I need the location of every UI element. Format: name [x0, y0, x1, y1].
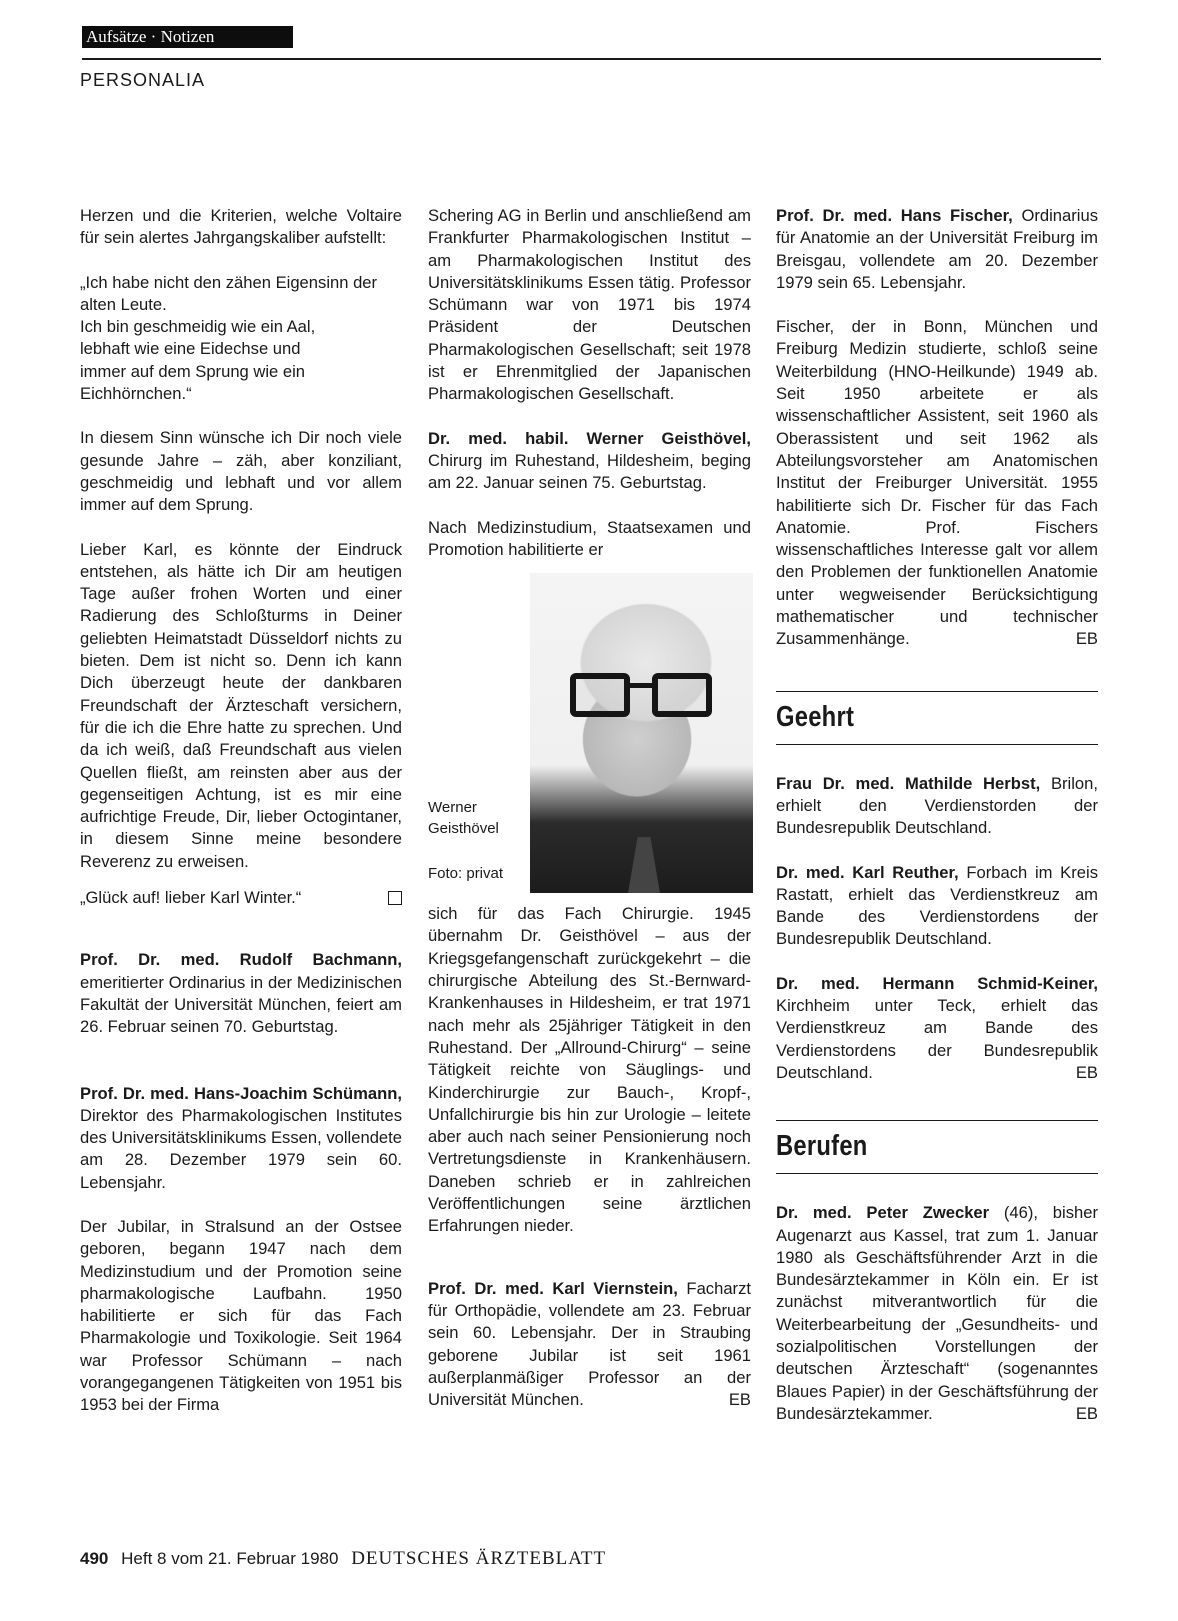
notice-bachmann	[80, 949, 402, 1038]
notice-viernstein	[428, 1278, 751, 1412]
page-number: 490	[80, 1549, 109, 1568]
heading-geehrt	[776, 691, 1098, 745]
paragraph: Der Jubilar, in Stralsund an der Ostsee geboren, begann 1947 nach dem Medizinstudium und der Promotion seine pharmakologische Laufbahn. 1950 habilitierte er sich für das Fach Pharmakologie und Toxikologie. Seit 1964 war Professor Schümann – nach vorangegangenen Tätigkeiten von 1951 bis 1953 bei der Firma	[80, 1216, 402, 1415]
author-initials: EB	[1075, 1062, 1098, 1082]
notice-text: (46), bisher Augenarzt aus Kassel, trat zum 1. Januar 1980 als Geschäftsführender Arzt in die Bundesärztekammer in Köln ein. Er ist zunächst mitverantwortlich für die Weiterbearbeitung der „Gesundheits- und sozialpolitischen Vorstellungen der deutschen Ärzteschaft“ (sogenanntes Blaues Papier) in der Geschäftsführung der Bundesärztekammer.	[776, 1203, 1098, 1423]
person-name: Prof. Dr. med. Karl Viernstein,	[428, 1278, 678, 1298]
notice-geisthoevel	[428, 428, 751, 495]
poem	[80, 272, 402, 406]
person-name: Prof. Dr. med. Hans-Joachim Schümann,	[80, 1083, 402, 1103]
notice-text: Direktor des Pharmakologischen Institutes des Universitätsklinikums Essen, vollendete am 28. Dezember 1979 sein 60. Lebensjahr.	[80, 1105, 402, 1192]
section-title: PERSONALIA	[80, 70, 206, 90]
person-name: Prof. Dr. med. Rudolf Bachmann,	[80, 950, 402, 970]
notice-text: Ordinarius für Anatomie an der Universität Freiburg im Breisgau, vollendete am 20. Dezember 1979 sein 65. Lebensjahr.	[776, 206, 1099, 292]
closing-text: „Glück auf! lieber Karl Winter.“	[80, 888, 302, 908]
notice-schmid-keiner	[776, 973, 1098, 1084]
journal-name: DEUTSCHES ÄRZTEBLATT	[351, 1548, 607, 1569]
section-heading: Geehrt	[776, 700, 855, 733]
closing-line	[80, 887, 402, 909]
caption-line: Werner	[428, 799, 477, 817]
column-3	[776, 205, 1098, 1425]
heading-berufen	[776, 1120, 1098, 1174]
notice-fischer	[776, 205, 1098, 294]
section-heading: Berufen	[776, 1130, 868, 1163]
column-2	[428, 205, 751, 1411]
paragraph: In diesem Sinn wünsche ich Dir noch viele gesunde Jahre – zäh, aber konziliant, geschmeidig und lebhaft und vor allem immer auf dem Sprung.	[80, 428, 402, 515]
poem-line: „Ich habe nicht den zähen Eigensinn der alten Leute.	[80, 272, 378, 314]
notice-text: Facharzt für Orthopädie, vollendete am 23. Februar sein 60. Lebensjahr. Der in Straubing geborene Jubilar ist seit 1961 außerplanmäßiger Professor an der Universität München.	[428, 1278, 751, 1410]
paragraph: Schering AG in Berlin und anschließend am Frankfurter Pharmakologischen Institut – am Pharmakologischen Institut des Universitätsklinikums Essen tätig. Professor Schümann war von 1971 bis 1974 Präsident der Deutschen Pharmakologischen Gesellschaft; seit 1978 ist er Ehrenmitglied der Japanischen Pharmakologischen Gesellschaft.	[428, 206, 751, 404]
person-name: Frau Dr. med. Mathilde Herbst,	[776, 773, 1041, 793]
portrait-photo	[530, 573, 753, 893]
tie-shape	[628, 837, 660, 893]
paragraph: sich für das Fach Chirurgie. 1945 übernahm Dr. Geisthövel – aus der Kriegsgefangenschaft zurückgekehrt – die chirurgische Abteilung des St.-Bernward-Krankenhauses in Hildesheim, er trat 1971 nach mehr als 25jähriger Tätigkeit in den Ruhestand. Der „Allround-Chirurg“ – seine Tätigkeit reichte von Säuglings- und Kinderchirurgie zur Bauch-, Kropf-, Unfallchirurgie bis hin zur Urologie – leitete aber auch nach seiner Pensionierung noch Vertretungsdienste in Krankenhäusern. Daneben schrieb er in zahlreichen Veröffentlichungen seine ärztlichen Erfahrungen nieder.	[428, 904, 751, 1236]
notice-zwecker	[776, 1202, 1098, 1425]
person-name: Prof. Dr. med. Hans Fischer,	[776, 206, 1013, 225]
end-box-icon	[388, 891, 402, 905]
paragraph-text: Fischer, der in Bonn, München und Freiburg Medizin studierte, schloß seine Weiterbildung (HNO-Heilkunde) 1949 ab. Seit 1950 arbeitete er als wissenschaftlicher Assistent, seit 1960 als Oberassistent und seit 1962 als Abteilungsvorsteher am Anatomischen Institut der Freiburger Universität. 1955 habilitierte sich Dr. Fischer für das Fach Anatomie. Prof. Fischers wissenschaftliches Interesse galt vor allem den Problemen der funktionellen Anatomie unter wegweisender Berücksichtigung mathematischer und technischer Zusammenhänge.	[776, 317, 1098, 649]
notice-text: Kirchheim unter Teck, erhielt das Verdienstkreuz am Bande des Verdienstordens der Bundesrepublik Deutschland.	[776, 996, 1098, 1082]
author-initials: EB	[728, 1390, 751, 1410]
paragraph	[776, 316, 1098, 650]
person-name: Dr. med. Karl Reuther,	[776, 862, 959, 882]
notice-herbst	[776, 773, 1098, 840]
photo-caption	[428, 797, 499, 839]
author-initials: EB	[1075, 629, 1098, 649]
notice-text: emeritierter Ordinarius in der Medizinischen Fakultät der Universität München, feiert am 26. Februar seinen 70. Geburtstag.	[80, 972, 402, 1037]
poem-line: immer auf dem Sprung wie ein Eichhörnchen.“	[80, 361, 306, 404]
paragraph: Lieber Karl, es könnte der Eindruck entstehen, als hätte ich Dir am heutigen Tage außer frohen Worten und einer Radierung des Schloßturms in Deiner geliebten Heimatstadt Düsseldorf nichts zu bieten. Dem ist nicht so. Denn ich kann Dich überzeugt heute der dankbaren Freundschaft der Ärzteschaft versichern, für die ich die Ehre hatte zu sprechen. Und da ich weiß, daß Freundschaft aus vielen Quellen fließt, am reinsten aber aus der gegenseitigen Achtung, ist es mir eine aufrichtige Freude, Dir, lieber Octogintaner, in diesem Sinne meine besondere Reverenz zu erweisen.	[80, 539, 402, 871]
notice-reuther	[776, 862, 1098, 951]
notice-text: Forbach im Kreis Rastatt, erhielt das Verdienstkreuz am Bande des Verdienstordens der Bundesrepublik Deutschland.	[776, 862, 1098, 949]
person-name: Dr. med. habil. Werner Geisthövel,	[428, 428, 751, 448]
notice-text: Brilon, erhielt den Verdienstorden der Bundesrepublik Deutschland.	[776, 773, 1099, 838]
page-footer	[80, 1548, 606, 1570]
person-name: Dr. med. Hermann Schmid-Keiner,	[776, 973, 1098, 993]
author-initials: EB	[1075, 1403, 1098, 1423]
poem-line: lebhaft wie eine Eidechse und	[80, 339, 301, 359]
issue-info: Heft 8 vom 21. Februar 1980	[121, 1549, 339, 1568]
portrait-figure	[428, 573, 751, 893]
poem-line: Ich bin geschmeidig wie ein Aal,	[80, 317, 316, 337]
paragraph: Nach Medizinstudium, Staatsexamen und Promotion habilitierte er	[428, 517, 751, 559]
caption-line: Geisthövel	[428, 820, 499, 838]
column-1	[80, 205, 402, 1417]
paragraph: Herzen und die Kriterien, welche Voltaire für sein alertes Jahrgangskaliber aufstellt:	[80, 206, 402, 248]
section-tag: Aufsätze · Notizen	[82, 26, 293, 48]
person-name: Dr. med. Peter Zwecker	[776, 1203, 990, 1223]
notice-schuemann	[80, 1083, 402, 1194]
notice-text: Chirurg im Ruhestand, Hildesheim, beging am 22. Januar seinen 75. Geburtstag.	[428, 450, 751, 493]
glasses-shape	[570, 673, 720, 721]
photo-credit: Foto: privat	[428, 865, 504, 883]
header-rule	[82, 58, 1101, 60]
